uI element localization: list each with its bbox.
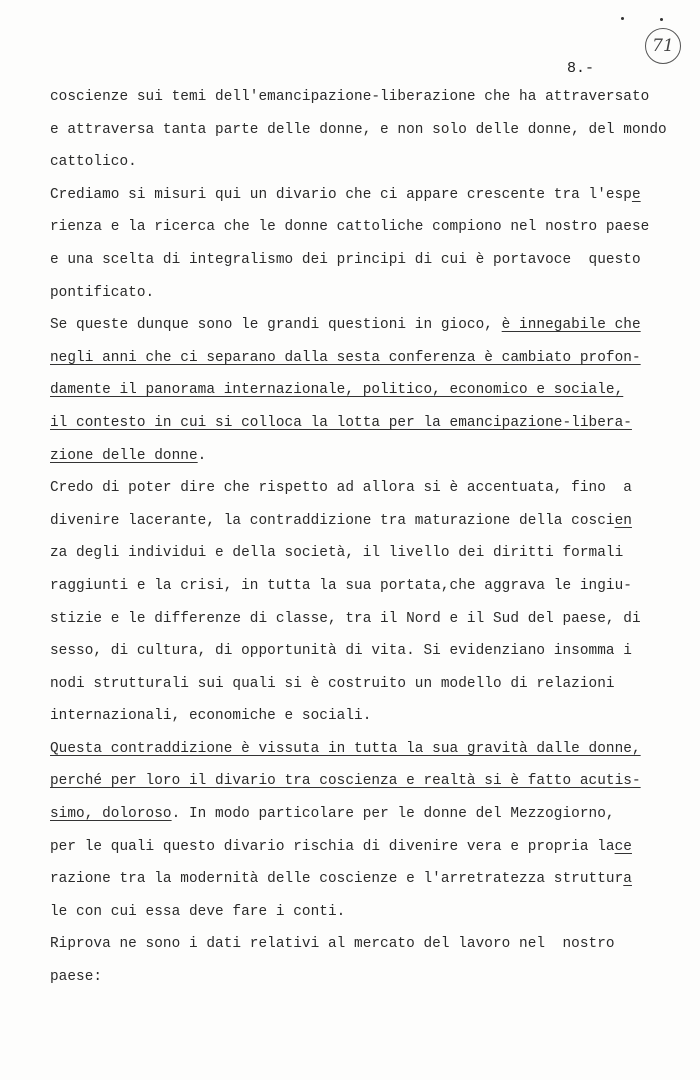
- text-segment: .: [197, 447, 207, 464]
- text-segment: nodi strutturali sui quali si è costruito un modello di relazioni: [50, 675, 615, 692]
- text-segment: . In modo particolare per le donne del Mezzogiorno,: [171, 806, 615, 823]
- underlined-text: en: [614, 512, 632, 529]
- text-line: [50, 84, 670, 117]
- margin-mark: [660, 18, 663, 21]
- text-segment: e attraversa tanta parte delle donne, e non solo delle donne, del mondo: [50, 121, 667, 138]
- text-line: [50, 899, 670, 932]
- text-segment: per le quali questo divario rischia di divenire vera e propria la: [50, 838, 615, 855]
- text-line: [50, 606, 670, 639]
- text-segment: cattolico.: [50, 154, 137, 171]
- text-segment: rienza e la ricerca che le donne cattoliche compiono nel nostro paese: [50, 219, 650, 236]
- text-line: [50, 834, 670, 867]
- text-segment: razione tra la modernità delle coscienze e l'arretratezza struttur: [50, 871, 624, 888]
- text-line: [50, 149, 670, 182]
- text-line: [50, 573, 670, 606]
- text-line: [50, 508, 670, 541]
- text-line: [50, 931, 670, 964]
- text-segment: paese:: [50, 969, 103, 986]
- underlined-text: Questa contraddizione è vissuta in tutta la sua gravità dalle donne,: [50, 740, 641, 757]
- text-segment: za degli individui e della società, il livello dei diritti formali: [50, 545, 624, 562]
- text-line: [50, 312, 670, 345]
- margin-mark: [621, 17, 624, 20]
- underlined-text: simo, doloroso: [50, 806, 172, 823]
- text-segment: le con cui essa deve fare i conti.: [50, 903, 346, 920]
- text-segment: Se queste dunque sono le grandi questioni in gioco,: [50, 317, 502, 334]
- text-line: [50, 117, 670, 150]
- text-line: [50, 345, 670, 378]
- page-number: 8.-: [567, 60, 595, 77]
- text-line: [50, 736, 670, 769]
- text-line: [50, 638, 670, 671]
- text-line: [50, 768, 670, 801]
- text-segment: Crediamo si misuri qui un divario che ci appare crescente tra l'esp: [50, 186, 632, 203]
- text-line: [50, 671, 670, 704]
- archive-stamp: 71: [645, 28, 681, 64]
- underlined-text: negli anni che ci separano dalla sesta conferenza è cambiato profon-: [50, 349, 641, 366]
- text-segment: e una scelta di integralismo dei principi di cui è portavoce questo: [50, 251, 641, 268]
- underlined-text: e: [631, 186, 641, 203]
- text-segment: sesso, di cultura, di opportunità di vita. Si evidenziano insomma i: [50, 643, 632, 660]
- text-line: [50, 280, 670, 313]
- underlined-text: perché per loro il divario tra coscienza e realtà si è fatto acutis-: [50, 773, 641, 790]
- text-segment: stizie e le differenze di classe, tra il Nord e il Sud del paese, di: [50, 610, 641, 627]
- text-line: [50, 801, 670, 834]
- text-segment: coscienze sui temi dell'emancipazione-liberazione che ha attraversato: [50, 89, 650, 105]
- text-segment: Riprova ne sono i dati relativi al mercato del lavoro nel nostro: [50, 936, 615, 953]
- text-segment: divenire lacerante, la contraddizione tra maturazione della cosci: [50, 512, 615, 529]
- text-segment: Credo di poter dire che rispetto ad allora si è accentuata, fino a: [50, 480, 632, 497]
- text-segment: pontificato.: [50, 284, 155, 301]
- underlined-text: zione delle donne: [50, 447, 198, 464]
- text-line: [50, 182, 670, 215]
- text-line: [50, 703, 670, 736]
- underlined-text: il contesto in cui si colloca la lotta per la emancipazione-libera-: [50, 414, 632, 431]
- text-segment: raggiunti e la crisi, in tutta la sua portata,che aggrava le ingiu-: [50, 577, 632, 594]
- text-line: [50, 410, 670, 443]
- text-line: [50, 247, 670, 280]
- underlined-text: damente il panorama internazionale, politico, economico e sociale,: [50, 382, 624, 399]
- text-line: [50, 377, 670, 410]
- underlined-text: è innegabile che: [501, 317, 641, 334]
- underlined-text: a: [623, 871, 632, 888]
- text-segment: internazionali, economiche e sociali.: [50, 708, 372, 725]
- text-line: [50, 443, 670, 476]
- text-line: [50, 475, 670, 508]
- text-line: [50, 964, 670, 997]
- text-line: [50, 866, 670, 899]
- body-text: [50, 84, 670, 997]
- text-line: [50, 540, 670, 573]
- underlined-text: ce: [614, 838, 632, 855]
- text-line: [50, 214, 670, 247]
